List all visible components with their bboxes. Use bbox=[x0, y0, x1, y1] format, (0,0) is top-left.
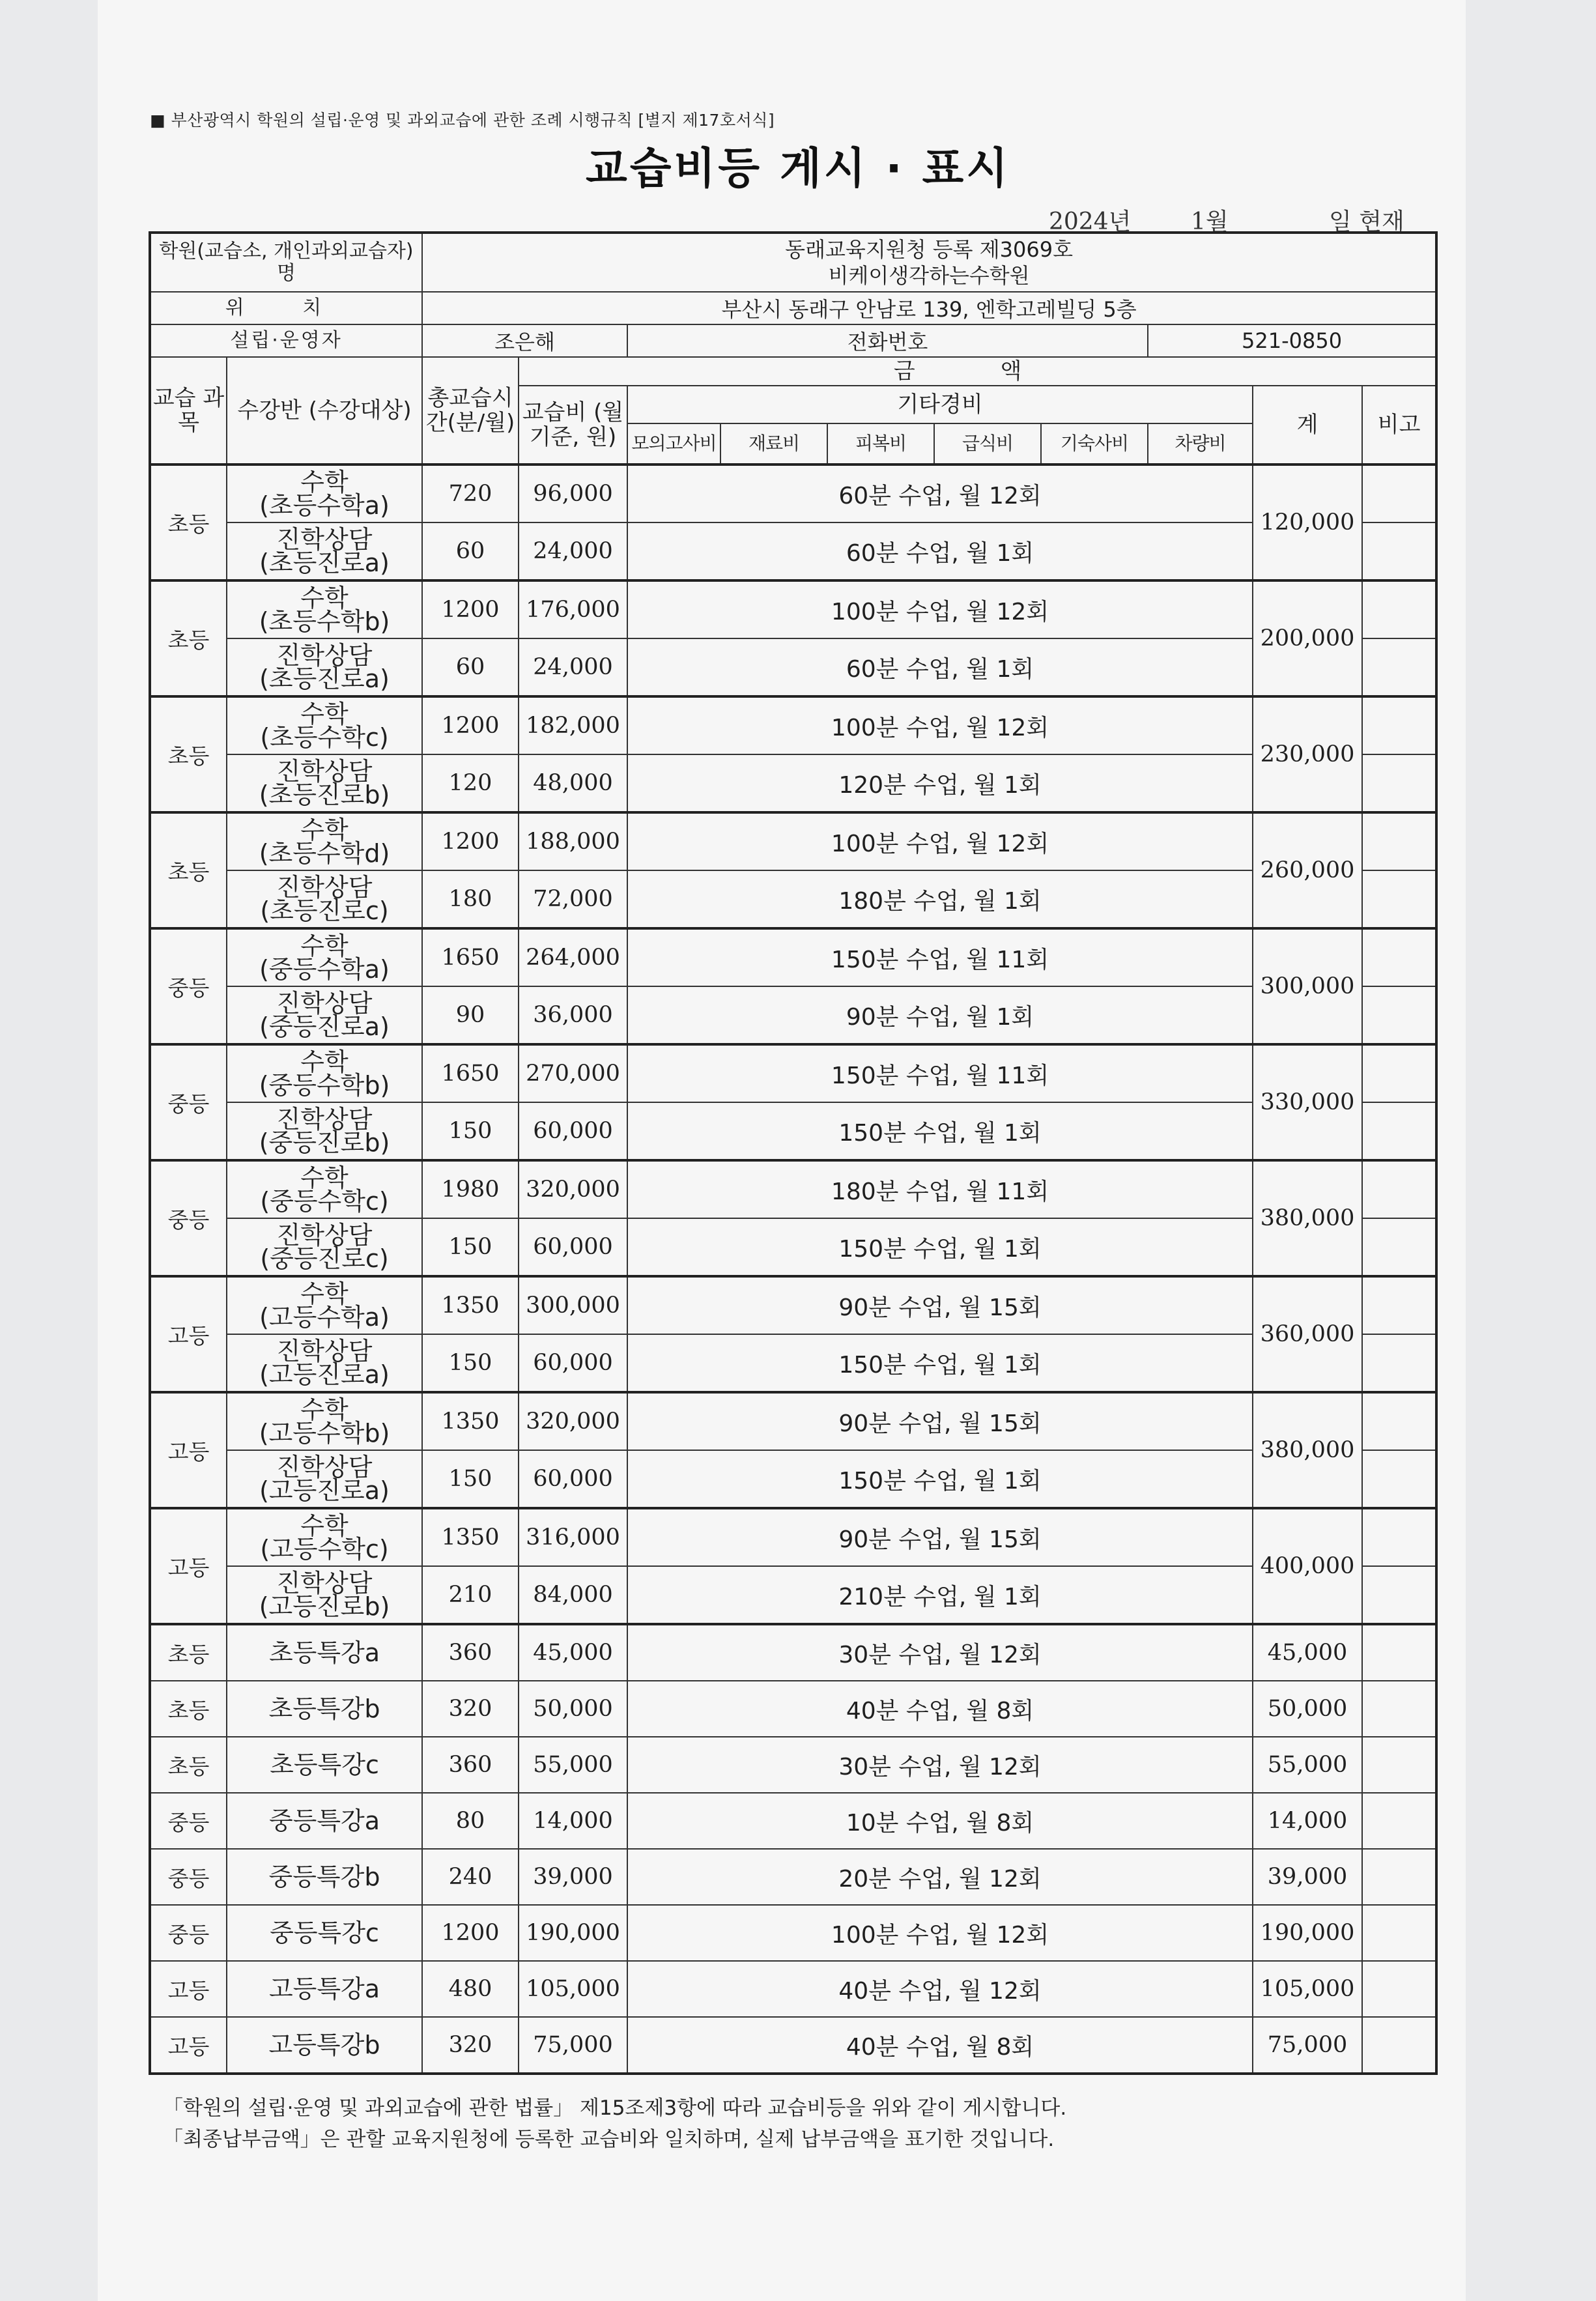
operator-value: 조은해 bbox=[422, 324, 627, 357]
schedule-cell: 120분 수업, 월 1회 bbox=[627, 754, 1253, 812]
subject-cell: 고등 bbox=[150, 1392, 227, 1508]
table-row bbox=[150, 1737, 1436, 1793]
subject-cell: 중등 bbox=[150, 1044, 227, 1160]
class-subject: 진학상담 bbox=[276, 525, 373, 554]
total-time-cell: 150 bbox=[422, 1334, 519, 1392]
class-subject: 수학 bbox=[300, 932, 349, 960]
class-name-cell bbox=[227, 1566, 422, 1624]
total-cell: 330,000 bbox=[1253, 1044, 1362, 1160]
class-subject: 수학 bbox=[300, 1395, 349, 1424]
table-row bbox=[150, 522, 1436, 580]
total-time-cell: 240 bbox=[422, 1849, 519, 1905]
table-row bbox=[150, 986, 1436, 1044]
class-name-cell bbox=[227, 1508, 422, 1566]
schedule-cell: 20분 수업, 월 12회 bbox=[627, 1849, 1253, 1905]
total-time-cell: 90 bbox=[422, 986, 519, 1044]
footer-line-2: 「최종납부금액」은 관할 교육지원청에 등록한 교습비와 일치하며, 실제 납부금액을 표기한 것입니다. bbox=[163, 2128, 1055, 2151]
class-subject: 진학상담 bbox=[276, 989, 373, 1018]
subject-cell: 고등 bbox=[150, 1276, 227, 1392]
table-row bbox=[150, 1276, 1436, 1334]
class-target: (초등수학d) bbox=[259, 839, 390, 868]
total-header: 계 bbox=[1253, 386, 1362, 464]
class-target: (초등진로a) bbox=[259, 549, 390, 577]
note-cell bbox=[1362, 1961, 1436, 2017]
class-name-cell bbox=[227, 464, 422, 522]
class-target: (초등수학c) bbox=[260, 723, 389, 752]
tuition-cell: 45,000 bbox=[519, 1624, 627, 1681]
schedule-cell: 100분 수업, 월 12회 bbox=[627, 696, 1253, 754]
total-time-cell: 1350 bbox=[422, 1392, 519, 1450]
class-target: (고등진로b) bbox=[259, 1592, 390, 1621]
table-row bbox=[150, 696, 1436, 754]
total-time-cell: 480 bbox=[422, 1961, 519, 2017]
total-time-cell: 80 bbox=[422, 1793, 519, 1849]
other-cost-header: 급식비 bbox=[934, 423, 1041, 464]
table-row bbox=[150, 1566, 1436, 1624]
schedule-cell: 150분 수업, 월 1회 bbox=[627, 1218, 1253, 1276]
footer-line-1: 「학원의 설립·운영 및 과외교습에 관한 법률」 제15조제3항에 따라 교습비등을 위와 같이 게시합니다. bbox=[163, 2096, 1067, 2120]
table-row bbox=[150, 2017, 1436, 2074]
location-value: 부산시 동래구 안남로 139, 엔학고레빌딩 5층 bbox=[422, 292, 1436, 324]
table-row bbox=[150, 928, 1436, 986]
table-row bbox=[150, 1905, 1436, 1961]
total-time-cell: 120 bbox=[422, 754, 519, 812]
class-name-cell bbox=[227, 1102, 422, 1160]
subject-cell: 초등 bbox=[150, 1737, 227, 1793]
note-cell bbox=[1362, 696, 1436, 754]
class-target: (초등진로c) bbox=[260, 896, 389, 925]
subject-cell: 초등 bbox=[150, 464, 227, 580]
note-cell bbox=[1362, 2017, 1436, 2074]
total-time-cell: 60 bbox=[422, 638, 519, 696]
note-cell bbox=[1362, 1737, 1436, 1793]
tuition-cell: 190,000 bbox=[519, 1905, 627, 1961]
name-value bbox=[422, 233, 1436, 292]
class-target: (중등진로a) bbox=[259, 1012, 390, 1041]
class-target: (초등진로a) bbox=[259, 665, 390, 693]
note-cell bbox=[1362, 986, 1436, 1044]
registration-number: 동래교육지원청 등록 제3069호 bbox=[785, 237, 1073, 262]
tuition-cell: 264,000 bbox=[519, 928, 627, 986]
class-name-cell bbox=[227, 580, 422, 638]
class-name-cell bbox=[227, 1160, 422, 1218]
tuition-cell: 48,000 bbox=[519, 754, 627, 812]
table-row bbox=[150, 1508, 1436, 1566]
class-subject: 진학상담 bbox=[276, 873, 373, 902]
schedule-cell: 150분 수업, 월 11회 bbox=[627, 1044, 1253, 1102]
note-header: 비고 bbox=[1362, 386, 1436, 464]
total-cell: 39,000 bbox=[1253, 1849, 1362, 1905]
tuition-cell: 96,000 bbox=[519, 464, 627, 522]
class-name-cell bbox=[227, 1392, 422, 1450]
schedule-cell: 90분 수업, 월 15회 bbox=[627, 1508, 1253, 1566]
tuition-cell: 182,000 bbox=[519, 696, 627, 754]
subject-cell: 중등 bbox=[150, 1160, 227, 1276]
tuition-header: 교습비 (월기준, 원) bbox=[519, 386, 627, 464]
tuition-cell: 60,000 bbox=[519, 1102, 627, 1160]
class-name-cell: 고등특강b bbox=[227, 2017, 422, 2074]
class-subject: 진학상담 bbox=[276, 641, 373, 670]
total-time-cell: 60 bbox=[422, 522, 519, 580]
table-row bbox=[150, 1102, 1436, 1160]
schedule-cell: 30분 수업, 월 12회 bbox=[627, 1624, 1253, 1681]
class-target: (고등수학a) bbox=[259, 1303, 390, 1332]
table-row bbox=[150, 464, 1436, 522]
schedule-cell: 40분 수업, 월 8회 bbox=[627, 2017, 1253, 2074]
total-time-cell: 720 bbox=[422, 464, 519, 522]
tuition-cell: 75,000 bbox=[519, 2017, 627, 2074]
subject-cell: 초등 bbox=[150, 1624, 227, 1681]
class-name-cell bbox=[227, 754, 422, 812]
class-name-cell bbox=[227, 986, 422, 1044]
note-cell bbox=[1362, 754, 1436, 812]
other-costs-header: 기타경비 bbox=[627, 386, 1253, 423]
class-name-cell bbox=[227, 696, 422, 754]
class-name-cell: 중등특강a bbox=[227, 1793, 422, 1849]
total-cell: 380,000 bbox=[1253, 1160, 1362, 1276]
total-time-cell: 150 bbox=[422, 1102, 519, 1160]
table-row bbox=[150, 1450, 1436, 1508]
subject-cell: 고등 bbox=[150, 1508, 227, 1624]
note-cell bbox=[1362, 928, 1436, 986]
note-cell bbox=[1362, 1566, 1436, 1624]
total-time-header: 총교습시간(분/월) bbox=[422, 357, 519, 464]
note-cell bbox=[1362, 1276, 1436, 1334]
subject-cell: 중등 bbox=[150, 1849, 227, 1905]
total-cell: 300,000 bbox=[1253, 928, 1362, 1044]
location-label: 위 치 bbox=[150, 292, 422, 324]
class-subject: 수학 bbox=[300, 1279, 349, 1308]
note-cell bbox=[1362, 1218, 1436, 1276]
schedule-cell: 90분 수업, 월 15회 bbox=[627, 1276, 1253, 1334]
total-time-cell: 1980 bbox=[422, 1160, 519, 1218]
total-time-cell: 1350 bbox=[422, 1276, 519, 1334]
total-time-cell: 320 bbox=[422, 1681, 519, 1737]
class-name-cell bbox=[227, 1044, 422, 1102]
class-target: (고등진로a) bbox=[259, 1476, 390, 1505]
note-cell bbox=[1362, 1793, 1436, 1849]
class-name-cell bbox=[227, 870, 422, 928]
class-target: (중등진로c) bbox=[260, 1244, 389, 1273]
tuition-cell: 60,000 bbox=[519, 1334, 627, 1392]
schedule-cell: 150분 수업, 월 1회 bbox=[627, 1334, 1253, 1392]
class-subject: 진학상담 bbox=[276, 1569, 373, 1597]
tuition-cell: 14,000 bbox=[519, 1793, 627, 1849]
other-cost-header: 기숙사비 bbox=[1041, 423, 1148, 464]
subject-cell: 고등 bbox=[150, 1961, 227, 2017]
table-row bbox=[150, 1044, 1436, 1102]
note-cell bbox=[1362, 1905, 1436, 1961]
tuition-cell: 320,000 bbox=[519, 1160, 627, 1218]
table-row bbox=[150, 1793, 1436, 1849]
other-cost-header: 피복비 bbox=[827, 423, 934, 464]
class-name-cell: 중등특강b bbox=[227, 1849, 422, 1905]
table-row bbox=[150, 1334, 1436, 1392]
tuition-cell: 36,000 bbox=[519, 986, 627, 1044]
phone-label: 전화번호 bbox=[627, 324, 1148, 357]
tuition-cell: 176,000 bbox=[519, 580, 627, 638]
other-cost-header: 모의고사비 bbox=[627, 423, 720, 464]
class-subject: 수학 bbox=[300, 816, 349, 844]
note-cell bbox=[1362, 1450, 1436, 1508]
class-name-cell bbox=[227, 638, 422, 696]
class-target: (중등진로b) bbox=[259, 1128, 390, 1157]
table-row bbox=[150, 580, 1436, 638]
tuition-cell: 188,000 bbox=[519, 812, 627, 870]
table-row bbox=[150, 1218, 1436, 1276]
class-subject: 수학 bbox=[300, 468, 349, 496]
schedule-cell: 10분 수업, 월 8회 bbox=[627, 1793, 1253, 1849]
name-label: 학원(교습소, 개인과외교습자)명 bbox=[150, 233, 422, 292]
table-row bbox=[150, 1849, 1436, 1905]
schedule-cell: 30분 수업, 월 12회 bbox=[627, 1737, 1253, 1793]
note-cell bbox=[1362, 1392, 1436, 1450]
class-name-cell bbox=[227, 1450, 422, 1508]
class-target: (초등수학a) bbox=[259, 491, 390, 520]
class-subject: 수학 bbox=[300, 1048, 349, 1076]
class-subject: 진학상담 bbox=[276, 1105, 373, 1134]
subject-cell: 중등 bbox=[150, 928, 227, 1044]
total-time-cell: 1350 bbox=[422, 1508, 519, 1566]
other-cost-header: 차량비 bbox=[1148, 423, 1253, 464]
subject-cell: 중등 bbox=[150, 1905, 227, 1961]
total-cell: 400,000 bbox=[1253, 1508, 1362, 1624]
total-cell: 14,000 bbox=[1253, 1793, 1362, 1849]
total-time-cell: 320 bbox=[422, 2017, 519, 2074]
note-cell bbox=[1362, 638, 1436, 696]
total-time-cell: 1200 bbox=[422, 580, 519, 638]
tuition-cell: 50,000 bbox=[519, 1681, 627, 1737]
note-cell bbox=[1362, 1508, 1436, 1566]
footer-notice bbox=[163, 2093, 1066, 2155]
class-name-cell: 초등특강c bbox=[227, 1737, 422, 1793]
class-target: (초등진로b) bbox=[259, 780, 390, 809]
total-time-cell: 1200 bbox=[422, 696, 519, 754]
tuition-cell: 105,000 bbox=[519, 1961, 627, 2017]
schedule-cell: 40분 수업, 월 8회 bbox=[627, 1681, 1253, 1737]
tuition-cell: 84,000 bbox=[519, 1566, 627, 1624]
total-time-cell: 150 bbox=[422, 1218, 519, 1276]
total-cell: 55,000 bbox=[1253, 1737, 1362, 1793]
date-year: 2024년 bbox=[1049, 208, 1132, 235]
date-day-label: 일 현재 bbox=[1329, 208, 1404, 235]
total-cell: 120,000 bbox=[1253, 464, 1362, 580]
class-target: (중등수학a) bbox=[259, 955, 390, 984]
class-subject: 수학 bbox=[300, 1164, 349, 1192]
class-subject: 수학 bbox=[300, 1511, 349, 1540]
schedule-cell: 150분 수업, 월 1회 bbox=[627, 1102, 1253, 1160]
note-cell bbox=[1362, 464, 1436, 522]
subject-header: 교습 과목 bbox=[150, 357, 227, 464]
total-time-cell: 1650 bbox=[422, 1044, 519, 1102]
class-name-cell bbox=[227, 1218, 422, 1276]
class-name-cell: 초등특강b bbox=[227, 1681, 422, 1737]
note-cell bbox=[1362, 1849, 1436, 1905]
note-cell bbox=[1362, 1044, 1436, 1102]
class-subject: 진학상담 bbox=[276, 1221, 373, 1250]
tuition-cell: 60,000 bbox=[519, 1450, 627, 1508]
total-cell: 230,000 bbox=[1253, 696, 1362, 812]
tuition-cell: 39,000 bbox=[519, 1849, 627, 1905]
schedule-cell: 100분 수업, 월 12회 bbox=[627, 580, 1253, 638]
total-time-cell: 1200 bbox=[422, 812, 519, 870]
total-time-cell: 1200 bbox=[422, 1905, 519, 1961]
subject-cell: 초등 bbox=[150, 580, 227, 696]
class-subject: 진학상담 bbox=[276, 757, 373, 786]
class-name-cell: 초등특강a bbox=[227, 1624, 422, 1681]
schedule-cell: 150분 수업, 월 1회 bbox=[627, 1450, 1253, 1508]
class-target: (고등수학b) bbox=[259, 1419, 390, 1448]
date-month: 1월 bbox=[1191, 208, 1229, 235]
schedule-cell: 180분 수업, 월 1회 bbox=[627, 870, 1253, 928]
class-target: (중등수학b) bbox=[259, 1071, 390, 1100]
total-time-cell: 360 bbox=[422, 1737, 519, 1793]
total-time-cell: 1650 bbox=[422, 928, 519, 986]
class-name-cell: 고등특강a bbox=[227, 1961, 422, 2017]
schedule-cell: 60분 수업, 월 12회 bbox=[627, 464, 1253, 522]
class-header: 수강반 (수강대상) bbox=[227, 357, 422, 464]
tuition-cell: 55,000 bbox=[519, 1737, 627, 1793]
tuition-table bbox=[149, 231, 1438, 2075]
schedule-cell: 60분 수업, 월 1회 bbox=[627, 638, 1253, 696]
total-cell: 380,000 bbox=[1253, 1392, 1362, 1508]
note-cell bbox=[1362, 1102, 1436, 1160]
schedule-cell: 180분 수업, 월 11회 bbox=[627, 1160, 1253, 1218]
note-cell bbox=[1362, 870, 1436, 928]
schedule-cell: 40분 수업, 월 12회 bbox=[627, 1961, 1253, 2017]
tuition-cell: 320,000 bbox=[519, 1392, 627, 1450]
class-name-cell bbox=[227, 812, 422, 870]
tuition-cell: 60,000 bbox=[519, 1218, 627, 1276]
schedule-cell: 210분 수업, 월 1회 bbox=[627, 1566, 1253, 1624]
table-row bbox=[150, 1681, 1436, 1737]
note-cell bbox=[1362, 580, 1436, 638]
note-cell bbox=[1362, 1160, 1436, 1218]
operator-label: 설립·운영자 bbox=[150, 324, 422, 357]
tuition-cell: 24,000 bbox=[519, 522, 627, 580]
table-row bbox=[150, 1160, 1436, 1218]
subject-cell: 중등 bbox=[150, 1793, 227, 1849]
class-subject: 진학상담 bbox=[276, 1337, 373, 1365]
subject-cell: 초등 bbox=[150, 812, 227, 928]
table-row bbox=[150, 812, 1436, 870]
class-subject: 수학 bbox=[300, 584, 349, 612]
class-subject: 수학 bbox=[300, 700, 349, 728]
class-name-cell bbox=[227, 1334, 422, 1392]
tuition-cell: 316,000 bbox=[519, 1508, 627, 1566]
date-line bbox=[1049, 203, 1414, 235]
amount-header: 금 액 bbox=[519, 357, 1436, 386]
class-target: (고등진로a) bbox=[259, 1360, 390, 1389]
class-name-cell bbox=[227, 522, 422, 580]
total-cell: 190,000 bbox=[1253, 1905, 1362, 1961]
table-row bbox=[150, 1392, 1436, 1450]
schedule-cell: 100분 수업, 월 12회 bbox=[627, 1905, 1253, 1961]
tuition-cell: 300,000 bbox=[519, 1276, 627, 1334]
total-time-cell: 210 bbox=[422, 1566, 519, 1624]
table-row bbox=[150, 638, 1436, 696]
total-time-cell: 180 bbox=[422, 870, 519, 928]
other-cost-header: 재료비 bbox=[720, 423, 827, 464]
table-row bbox=[150, 1624, 1436, 1681]
total-cell: 200,000 bbox=[1253, 580, 1362, 696]
total-cell: 75,000 bbox=[1253, 2017, 1362, 2074]
note-cell bbox=[1362, 1681, 1436, 1737]
schedule-cell: 90분 수업, 월 1회 bbox=[627, 986, 1253, 1044]
total-cell: 45,000 bbox=[1253, 1624, 1362, 1681]
total-cell: 360,000 bbox=[1253, 1276, 1362, 1392]
class-target: (중등수학c) bbox=[260, 1187, 389, 1216]
schedule-cell: 60분 수업, 월 1회 bbox=[627, 522, 1253, 580]
total-time-cell: 360 bbox=[422, 1624, 519, 1681]
schedule-cell: 90분 수업, 월 15회 bbox=[627, 1392, 1253, 1450]
phone-value: 521-0850 bbox=[1148, 324, 1436, 357]
academy-name: 비케이생각하는수학원 bbox=[828, 263, 1030, 288]
total-cell: 260,000 bbox=[1253, 812, 1362, 928]
total-time-cell: 150 bbox=[422, 1450, 519, 1508]
subject-cell: 고등 bbox=[150, 2017, 227, 2074]
tuition-cell: 270,000 bbox=[519, 1044, 627, 1102]
schedule-cell: 150분 수업, 월 11회 bbox=[627, 928, 1253, 986]
table-row bbox=[150, 870, 1436, 928]
note-cell bbox=[1362, 812, 1436, 870]
note-cell bbox=[1362, 1334, 1436, 1392]
class-target: (초등수학b) bbox=[259, 607, 390, 636]
class-name-cell bbox=[227, 928, 422, 986]
table-row bbox=[150, 1961, 1436, 2017]
document-title: 교습비등 게시 · 표시 bbox=[585, 143, 1011, 193]
class-name-cell: 중등특강c bbox=[227, 1905, 422, 1961]
class-subject: 진학상담 bbox=[276, 1453, 373, 1481]
total-cell: 50,000 bbox=[1253, 1681, 1362, 1737]
tuition-cell: 24,000 bbox=[519, 638, 627, 696]
note-cell bbox=[1362, 1624, 1436, 1681]
schedule-cell: 100분 수업, 월 12회 bbox=[627, 812, 1253, 870]
class-name-cell bbox=[227, 1276, 422, 1334]
subject-cell: 초등 bbox=[150, 696, 227, 812]
tuition-cell: 72,000 bbox=[519, 870, 627, 928]
class-target: (고등수학c) bbox=[260, 1535, 389, 1564]
subject-cell: 초등 bbox=[150, 1681, 227, 1737]
total-cell: 105,000 bbox=[1253, 1961, 1362, 2017]
note-cell bbox=[1362, 522, 1436, 580]
table-row bbox=[150, 754, 1436, 812]
form-reference: ■ 부산광역시 학원의 설립·운영 및 과외교습에 관한 조례 시행규칙 [별지 제17호서식] bbox=[150, 111, 775, 130]
